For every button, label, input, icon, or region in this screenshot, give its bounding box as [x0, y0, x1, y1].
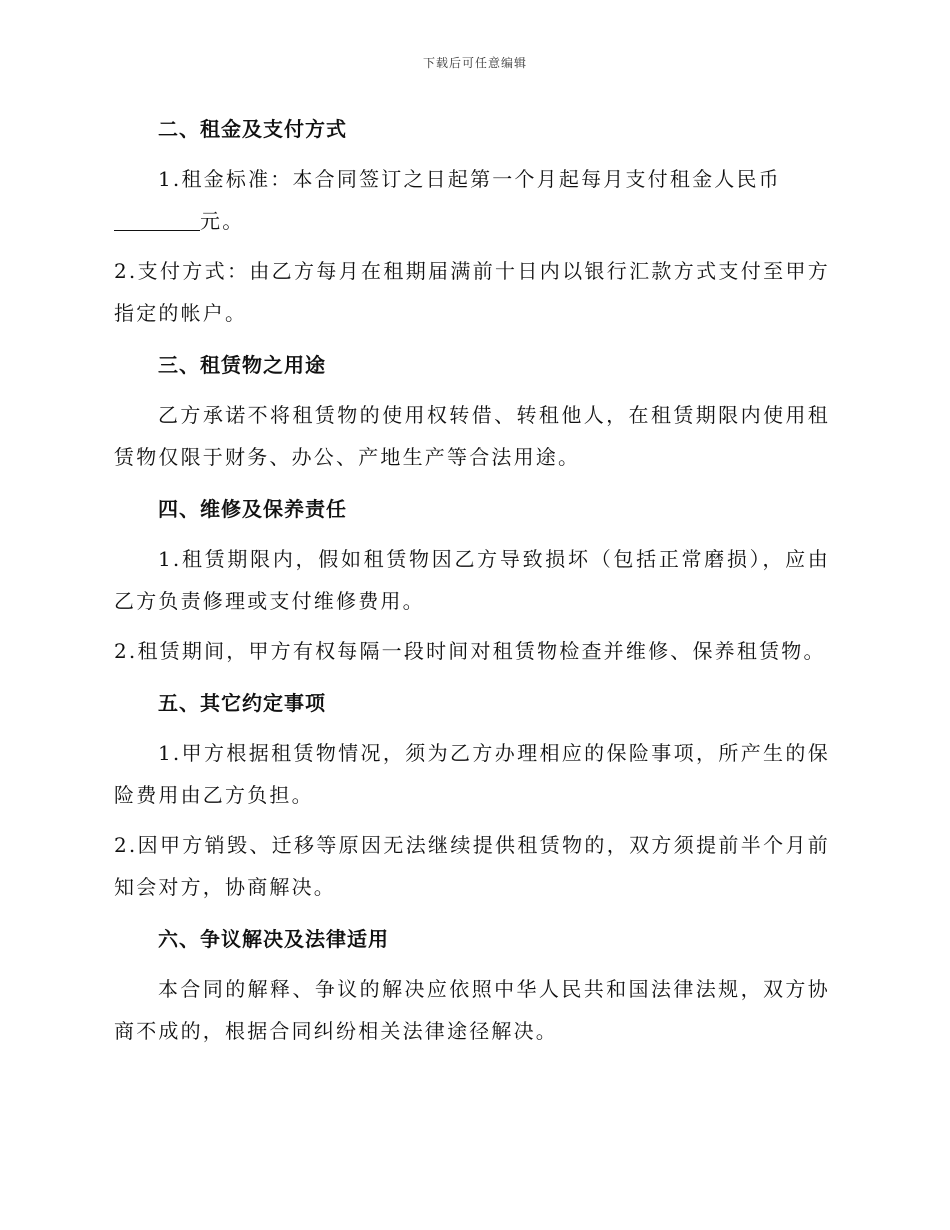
- paragraph-dispute: 本合同的解释、争议的解决应依照中华人民共和国法律法规，双方协商不成的，根据合同纠纷相关法律途径解决。: [114, 977, 830, 1043]
- section-heading-dispute: 六、争议解决及法律适用: [158, 927, 389, 951]
- rent-standard-text: 1.租金标准：本合同签订之日起第一个月起每月支付租金人民币: [158, 167, 781, 191]
- paragraph-maintenance-1: 1.租赁期限内，假如租赁物因乙方导致损坏（包括正常磨损），应由乙方负责修理或支付维修费用。: [114, 547, 830, 613]
- paragraph-other-terms-1: 1.甲方根据租赁物情况，须为乙方办理相应的保险事项，所产生的保险费用由乙方负担。: [114, 741, 830, 807]
- document-body: [114, 112, 830, 1060]
- rent-standard-suffix: 元。: [200, 209, 245, 233]
- paragraph-payment-method: 2.支付方式：由乙方每月在租期届满前十日内以银行汇款方式支付至甲方指定的帐户。: [114, 259, 830, 325]
- paragraph-rent-standard: [114, 158, 830, 242]
- section-heading-usage: 三、租赁物之用途: [158, 353, 326, 377]
- paragraph-other-terms-2: 2.因甲方销毁、迁移等原因无法继续提供租赁物的，双方须提前半个月前知会对方，协商解决。: [114, 833, 830, 899]
- amount-blank-line: [114, 210, 200, 231]
- section-heading-maintenance: 四、维修及保养责任: [158, 497, 347, 521]
- header-note: 下载后可任意编辑: [422, 56, 527, 70]
- section-heading-rent: 二、租金及支付方式: [158, 117, 347, 141]
- paragraph-maintenance-2: 2.租赁期间，甲方有权每隔一段时间对租赁物检查并维修、保养租赁物。: [114, 639, 826, 663]
- paragraph-usage: 乙方承诺不将租赁物的使用权转借、转租他人，在租赁期限内使用租赁物仅限于财务、办公、产地生产等合法用途。: [114, 403, 830, 469]
- section-heading-other-terms: 五、其它约定事项: [158, 691, 326, 715]
